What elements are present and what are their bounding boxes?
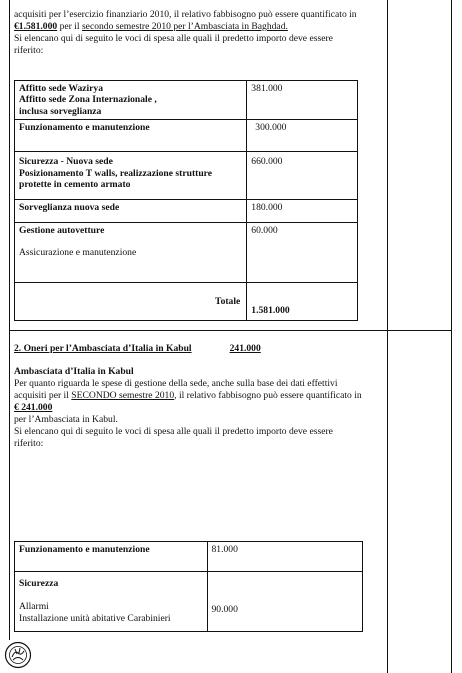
table-row [15,572,363,632]
row-label-line: Affitto sede Wazirya [19,83,104,94]
row-label [15,200,247,223]
row-value: 60.000 [247,223,358,283]
total-label: Totale [15,283,247,321]
row-label: Funzionamento e manutenzione [15,542,208,572]
row-sub-label: Allarmi [19,601,49,613]
section-2-amount: € 241.000 [14,402,53,413]
row-value: 660.000 [247,152,358,200]
total-amount: €1.581.000 [14,21,58,32]
intro-line-2-mid: per il [57,21,82,32]
row-value: 180.000 [247,200,358,223]
section-2-subheading: Ambasciata d’Italia in Kabul [14,366,134,377]
section-separator [9,330,452,331]
row-label-line: Sicurezza [19,578,59,589]
row-label-line: Posizionamento T walls, realizzazione strutture [19,167,213,179]
table-row [15,542,363,572]
row-sub-label: Installazione unità abitative Carabinieri [19,612,171,624]
row-label-line: Sorveglianza nuova sede [19,202,120,214]
row-value: 381.000 [247,81,358,120]
row-label-line: Affitto sede Zona Internazionale , [19,94,157,106]
table-total-row [15,283,358,321]
row-value: 300.000 [247,120,358,152]
row-label-line: Gestione autovetture [19,225,105,237]
section-2-paragraph-line-1: Per quanto riguarda le spese di gestione della sede, anche sulla base dei dati effettivi [14,378,338,389]
section-2-paragraph-line-2: acquisiti per il SECONDO semestre 2010, il relativo fabbisogno può essere quantificato in [14,390,362,401]
official-seal-icon [4,641,32,669]
section-2-list-intro-2: riferito: [14,438,44,449]
row-label [15,120,247,152]
section-2-paragraph-line-4: per l’Ambasciata in Kabul. [14,414,118,425]
section-2-list-intro-1: Si elencano qui di seguito le voci di spesa alle quali il predetto importo deve essere [14,426,333,437]
left-margin-line [9,0,10,640]
list-intro-line-2: riferito: [14,45,44,56]
row-value: 81.000 [207,542,363,572]
row-label-line: Sicurezza - Nuova sede [19,156,113,168]
table-row [15,200,358,223]
content-right-border [387,0,388,673]
secondo-semestre-text: secondo semestre 2010 per l’Ambasciata in Baghdad. [81,21,288,32]
row-label-line: protette in cemento armato [19,179,131,191]
expenses-table-kabul [14,541,363,632]
expenses-table-baghdad [14,80,358,321]
row-sub-label: Assicurazione e manutenzione [19,246,137,258]
row-label-line: inclusa sorveglianza [19,105,102,117]
row-label [15,223,247,283]
row-value: 90.000 [207,572,363,632]
row-label [15,81,247,120]
table-row [15,152,358,200]
table-row [15,81,358,120]
list-intro-line-1: Si elencano qui di seguito le voci di spesa alle quali il predetto importo deve essere [14,33,333,44]
page-right-border [451,0,452,673]
section-2-heading: 2. Oneri per l’Ambasciata d’Italia in Kabul 241.000 [14,343,261,354]
total-value: 1.581.000 [247,283,358,321]
row-label [15,152,247,200]
intro-line-2 [14,21,288,33]
row-label-line: Funzionamento e manutenzione [19,122,150,134]
table-row [15,223,358,283]
row-label [15,572,208,632]
intro-line-1: acquisiti per l’esercizio finanziario 2010, il relativo fabbisogno può essere quantificato in [14,9,357,20]
table-row [15,120,358,152]
